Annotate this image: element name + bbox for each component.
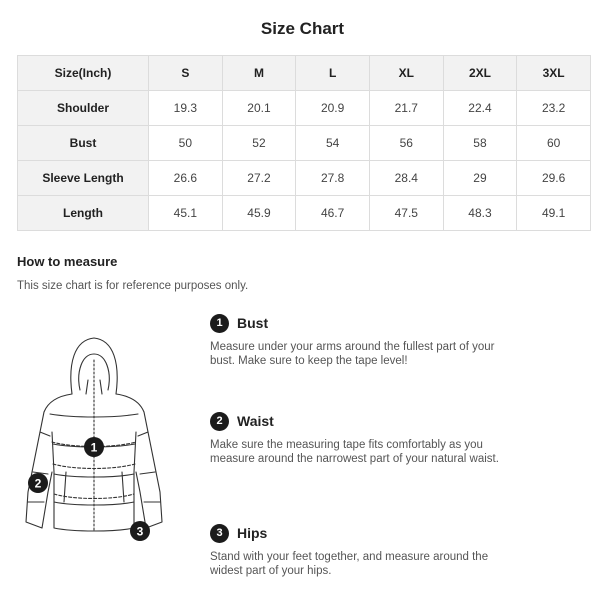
header-cell: 2XL [443,56,517,91]
measure-step-bust [210,313,530,368]
diagram-marker-2 [28,473,48,493]
table-row [18,126,591,161]
row-label: Shoulder [18,91,149,126]
table-cell: 29 [443,161,517,196]
table-cell: 54 [296,126,370,161]
row-label: Sleeve Length [18,161,149,196]
table-cell: 45.1 [149,196,223,231]
table-header-row [18,56,591,91]
header-cell: XL [369,56,443,91]
measure-step-waist [210,411,530,466]
table-cell: 52 [222,126,296,161]
table-cell: 60 [517,126,591,161]
table-cell: 28.4 [369,161,443,196]
table-cell: 46.7 [296,196,370,231]
measure-step-hips [210,523,530,578]
table-row [18,196,591,231]
jacket-diagram-icon [14,332,164,547]
svg-text:3: 3 [136,524,144,539]
header-cell: Size(Inch) [18,56,149,91]
table-cell: 47.5 [369,196,443,231]
table-cell: 48.3 [443,196,517,231]
table-cell: 27.2 [222,161,296,196]
header-cell: 3XL [517,56,591,91]
page-title: Size Chart [260,19,345,38]
table-cell: 56 [369,126,443,161]
table-cell: 20.9 [296,91,370,126]
table-cell: 27.8 [296,161,370,196]
table-cell: 26.6 [149,161,223,196]
table-cell: 20.1 [222,91,296,126]
table-row [18,161,591,196]
step-description: Measure under your arms around the fullest part of your bust. Make sure to keep the tape level! [210,341,495,367]
diagram-marker-1 [84,437,104,457]
row-label: Bust [18,126,149,161]
header-cell: S [149,56,223,91]
table-cell: 45.9 [222,196,296,231]
reference-note: This size chart is for reference purposes only. [17,280,249,292]
table-row [18,91,591,126]
header-cell: M [222,56,296,91]
step-description: Make sure the measuring tape fits comfortably as you measure around the narrowest part of your natural waist. [210,439,499,465]
step-description: Stand with your feet together, and measure around the widest part of your hips. [210,551,489,577]
size-chart-table [17,55,591,231]
row-label: Length [18,196,149,231]
svg-text:2: 2 [34,476,42,491]
step-label: Hips [237,525,268,541]
table-cell: 22.4 [443,91,517,126]
step-number-badge: 3 [210,524,229,543]
step-number-badge: 2 [210,412,229,431]
header-cell: L [296,56,370,91]
table-cell: 23.2 [517,91,591,126]
table-cell: 49.1 [517,196,591,231]
diagram-marker-3 [130,521,150,541]
table-cell: 58 [443,126,517,161]
how-to-measure-heading: How to measure [17,254,118,269]
table-cell: 50 [149,126,223,161]
table-cell: 21.7 [369,91,443,126]
step-label: Waist [237,413,274,429]
table-cell: 19.3 [149,91,223,126]
svg-text:1: 1 [90,440,98,455]
step-number-badge: 1 [210,314,229,333]
step-label: Bust [237,315,269,331]
table-cell: 29.6 [517,161,591,196]
